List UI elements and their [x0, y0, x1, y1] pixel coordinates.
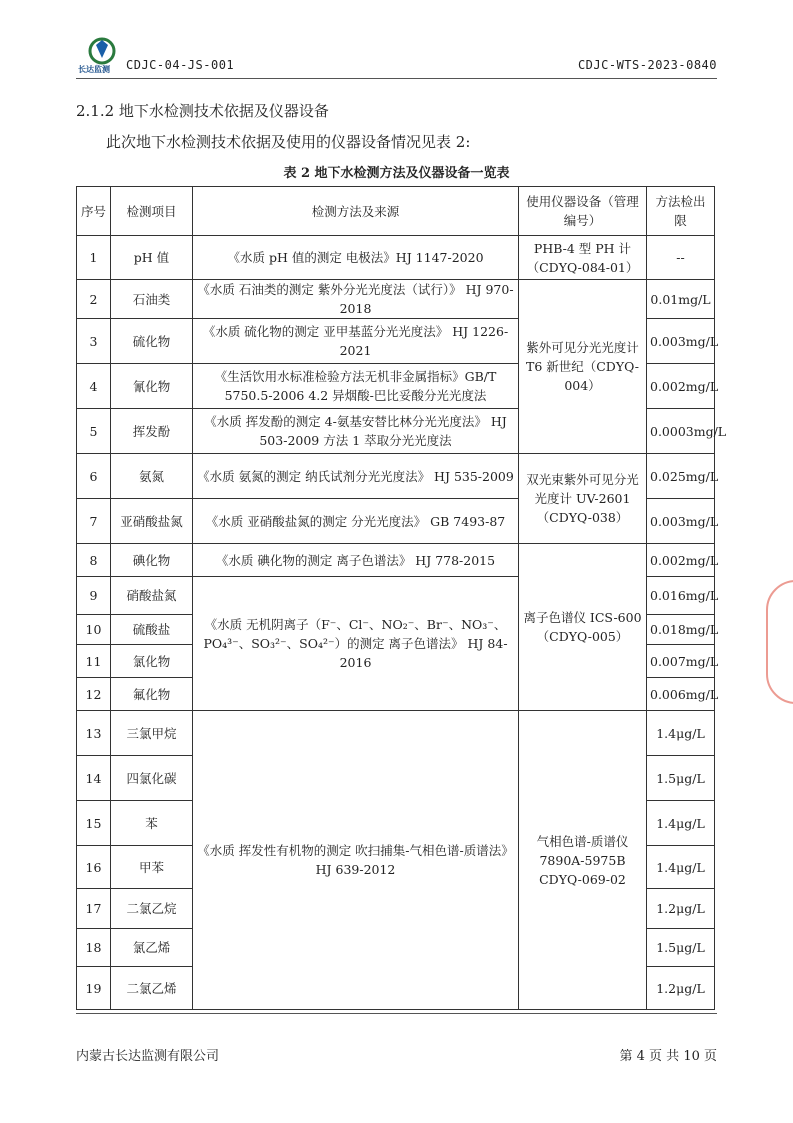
method-cell: 《生活饮用水标准检验方法无机非金属指标》GB/T 5750.5-2006 4.2 异烟酸-巴比妥酸分光光度法 — [193, 364, 519, 409]
instrument-cell: PHB-4 型 PH 计（CDYQ-084-01） — [519, 236, 647, 280]
test-item: 氟化物 — [111, 678, 193, 711]
company-name: 内蒙古长达监测有限公司 — [76, 1049, 220, 1064]
row-number: 16 — [77, 846, 111, 889]
test-item: 四氯化碳 — [111, 756, 193, 801]
method-cell: 《水质 pH 值的测定 电极法》HJ 1147-2020 — [193, 236, 519, 280]
test-item: 氨氮 — [111, 454, 193, 499]
header-method: 检测方法及来源 — [193, 187, 519, 236]
detection-limit: 0.018mg/L — [647, 615, 715, 645]
row-number: 9 — [77, 577, 111, 615]
method-cell: 《水质 硫化物的测定 亚甲基蓝分光光度法》 HJ 1226-2021 — [193, 319, 519, 364]
method-cell: 《水质 挥发酚的测定 4-氨基安替比林分光光度法》 HJ 503-2009 方法 1 萃取分光光度法 — [193, 409, 519, 454]
instrument-cell: 紫外可见分光光度计 T6 新世纪（CDYQ-004） — [519, 280, 647, 454]
detection-limit: 0.0003mg/L — [647, 409, 715, 454]
detection-limit: 1.2μg/L — [647, 889, 715, 929]
test-item: 二氯乙烯 — [111, 967, 193, 1010]
row-number: 17 — [77, 889, 111, 929]
header-instrument: 使用仪器设备（管理编号） — [519, 187, 647, 236]
table-header-row — [77, 187, 715, 236]
method-cell: 《水质 亚硝酸盐氮的测定 分光光度法》 GB 7493-87 — [193, 499, 519, 544]
row-number: 8 — [77, 544, 111, 577]
method-cell: 《水质 氨氮的测定 纳氏试剂分光光度法》 HJ 535-2009 — [193, 454, 519, 499]
detection-limit: 0.025mg/L — [647, 454, 715, 499]
row-number: 4 — [77, 364, 111, 409]
row-number: 14 — [77, 756, 111, 801]
intro-paragraph: 此次地下水检测技术依据及使用的仪器设备情况见表 2: — [106, 133, 471, 151]
page-number: 第 4 页 共 10 页 — [619, 1049, 717, 1064]
table-row — [77, 280, 715, 319]
row-number: 10 — [77, 615, 111, 645]
detection-limit: 0.016mg/L — [647, 577, 715, 615]
page-header — [76, 34, 717, 79]
test-item: 石油类 — [111, 280, 193, 319]
detection-limit: 1.5μg/L — [647, 756, 715, 801]
row-number: 11 — [77, 645, 111, 678]
test-item: 氰化物 — [111, 364, 193, 409]
seal-stamp — [766, 580, 793, 704]
test-item: 氯化物 — [111, 645, 193, 678]
detection-limit: 1.5μg/L — [647, 929, 715, 967]
method-cell: 《水质 碘化物的测定 离子色谱法》 HJ 778-2015 — [193, 544, 519, 577]
header-item: 检测项目 — [111, 187, 193, 236]
instrument-cell: 气相色谱-质谱仪 7890A-5975B CDYQ-069-02 — [519, 711, 647, 1010]
test-item: 硫酸盐 — [111, 615, 193, 645]
detection-limit: 1.4μg/L — [647, 711, 715, 756]
row-number: 5 — [77, 409, 111, 454]
row-number: 15 — [77, 801, 111, 846]
doc-code: CDJC-04-JS-001 — [126, 58, 235, 72]
table-row — [77, 544, 715, 577]
logo-text: 长达监测 — [78, 65, 110, 74]
row-number: 7 — [77, 499, 111, 544]
page-footer — [76, 1013, 717, 1064]
test-item: 硫化物 — [111, 319, 193, 364]
row-number: 13 — [77, 711, 111, 756]
detection-limit: 0.002mg/L — [647, 544, 715, 577]
detection-limit: 1.4μg/L — [647, 801, 715, 846]
report-number: CDJC-WTS-2023-0840 — [577, 58, 717, 72]
detection-limit: 1.4μg/L — [647, 846, 715, 889]
test-item: pH 值 — [111, 236, 193, 280]
test-item: 甲苯 — [111, 846, 193, 889]
table-row — [77, 236, 715, 280]
header-limit: 方法检出限 — [647, 187, 715, 236]
method-cell: 《水质 无机阴离子（F⁻、Cl⁻、NO₂⁻、Br⁻、NO₃⁻、PO₄³⁻、SO₃²⁻、SO₄²⁻）的测定 离子色谱法》 HJ 84-2016 — [193, 577, 519, 711]
row-number: 18 — [77, 929, 111, 967]
test-item: 三氯甲烷 — [111, 711, 193, 756]
row-number: 1 — [77, 236, 111, 280]
instrument-cell: 离子色谱仪 ICS-600（CDYQ-005） — [519, 544, 647, 711]
detection-limit: 1.2μg/L — [647, 967, 715, 1010]
table-caption: 表 2 地下水检测方法及仪器设备一览表 — [283, 166, 510, 181]
header-no: 序号 — [77, 187, 111, 236]
test-item: 氯乙烯 — [111, 929, 193, 967]
row-number: 3 — [77, 319, 111, 364]
table-row — [77, 711, 715, 756]
test-item: 碘化物 — [111, 544, 193, 577]
test-item: 挥发酚 — [111, 409, 193, 454]
detection-limit: 0.01mg/L — [647, 280, 715, 319]
table-row — [77, 454, 715, 499]
row-number: 12 — [77, 678, 111, 711]
section-title: 2.1.2 地下水检测技术依据及仪器设备 — [76, 102, 329, 120]
method-instrument-table — [76, 186, 727, 1010]
test-item: 二氯乙烷 — [111, 889, 193, 929]
test-item: 苯 — [111, 801, 193, 846]
row-number: 19 — [77, 967, 111, 1010]
row-number: 2 — [77, 280, 111, 319]
row-number: 6 — [77, 454, 111, 499]
method-cell: 《水质 挥发性有机物的测定 吹扫捕集-气相色谱-质谱法》HJ 639-2012 — [193, 711, 519, 1010]
detection-limit: 0.007mg/L — [647, 645, 715, 678]
detection-limit: 0.002mg/L — [647, 364, 715, 409]
detection-limit: -- — [647, 236, 715, 280]
detection-limit: 0.003mg/L — [647, 319, 715, 364]
test-item: 硝酸盐氮 — [111, 577, 193, 615]
detection-limit: 0.003mg/L — [647, 499, 715, 544]
instrument-cell: 双光束紫外可见分光光度计 UV-2601（CDYQ-038） — [519, 454, 647, 544]
detection-limit: 0.006mg/L — [647, 678, 715, 711]
method-cell: 《水质 石油类的测定 紫外分光光度法（试行）》 HJ 970-2018 — [193, 280, 519, 319]
test-item: 亚硝酸盐氮 — [111, 499, 193, 544]
